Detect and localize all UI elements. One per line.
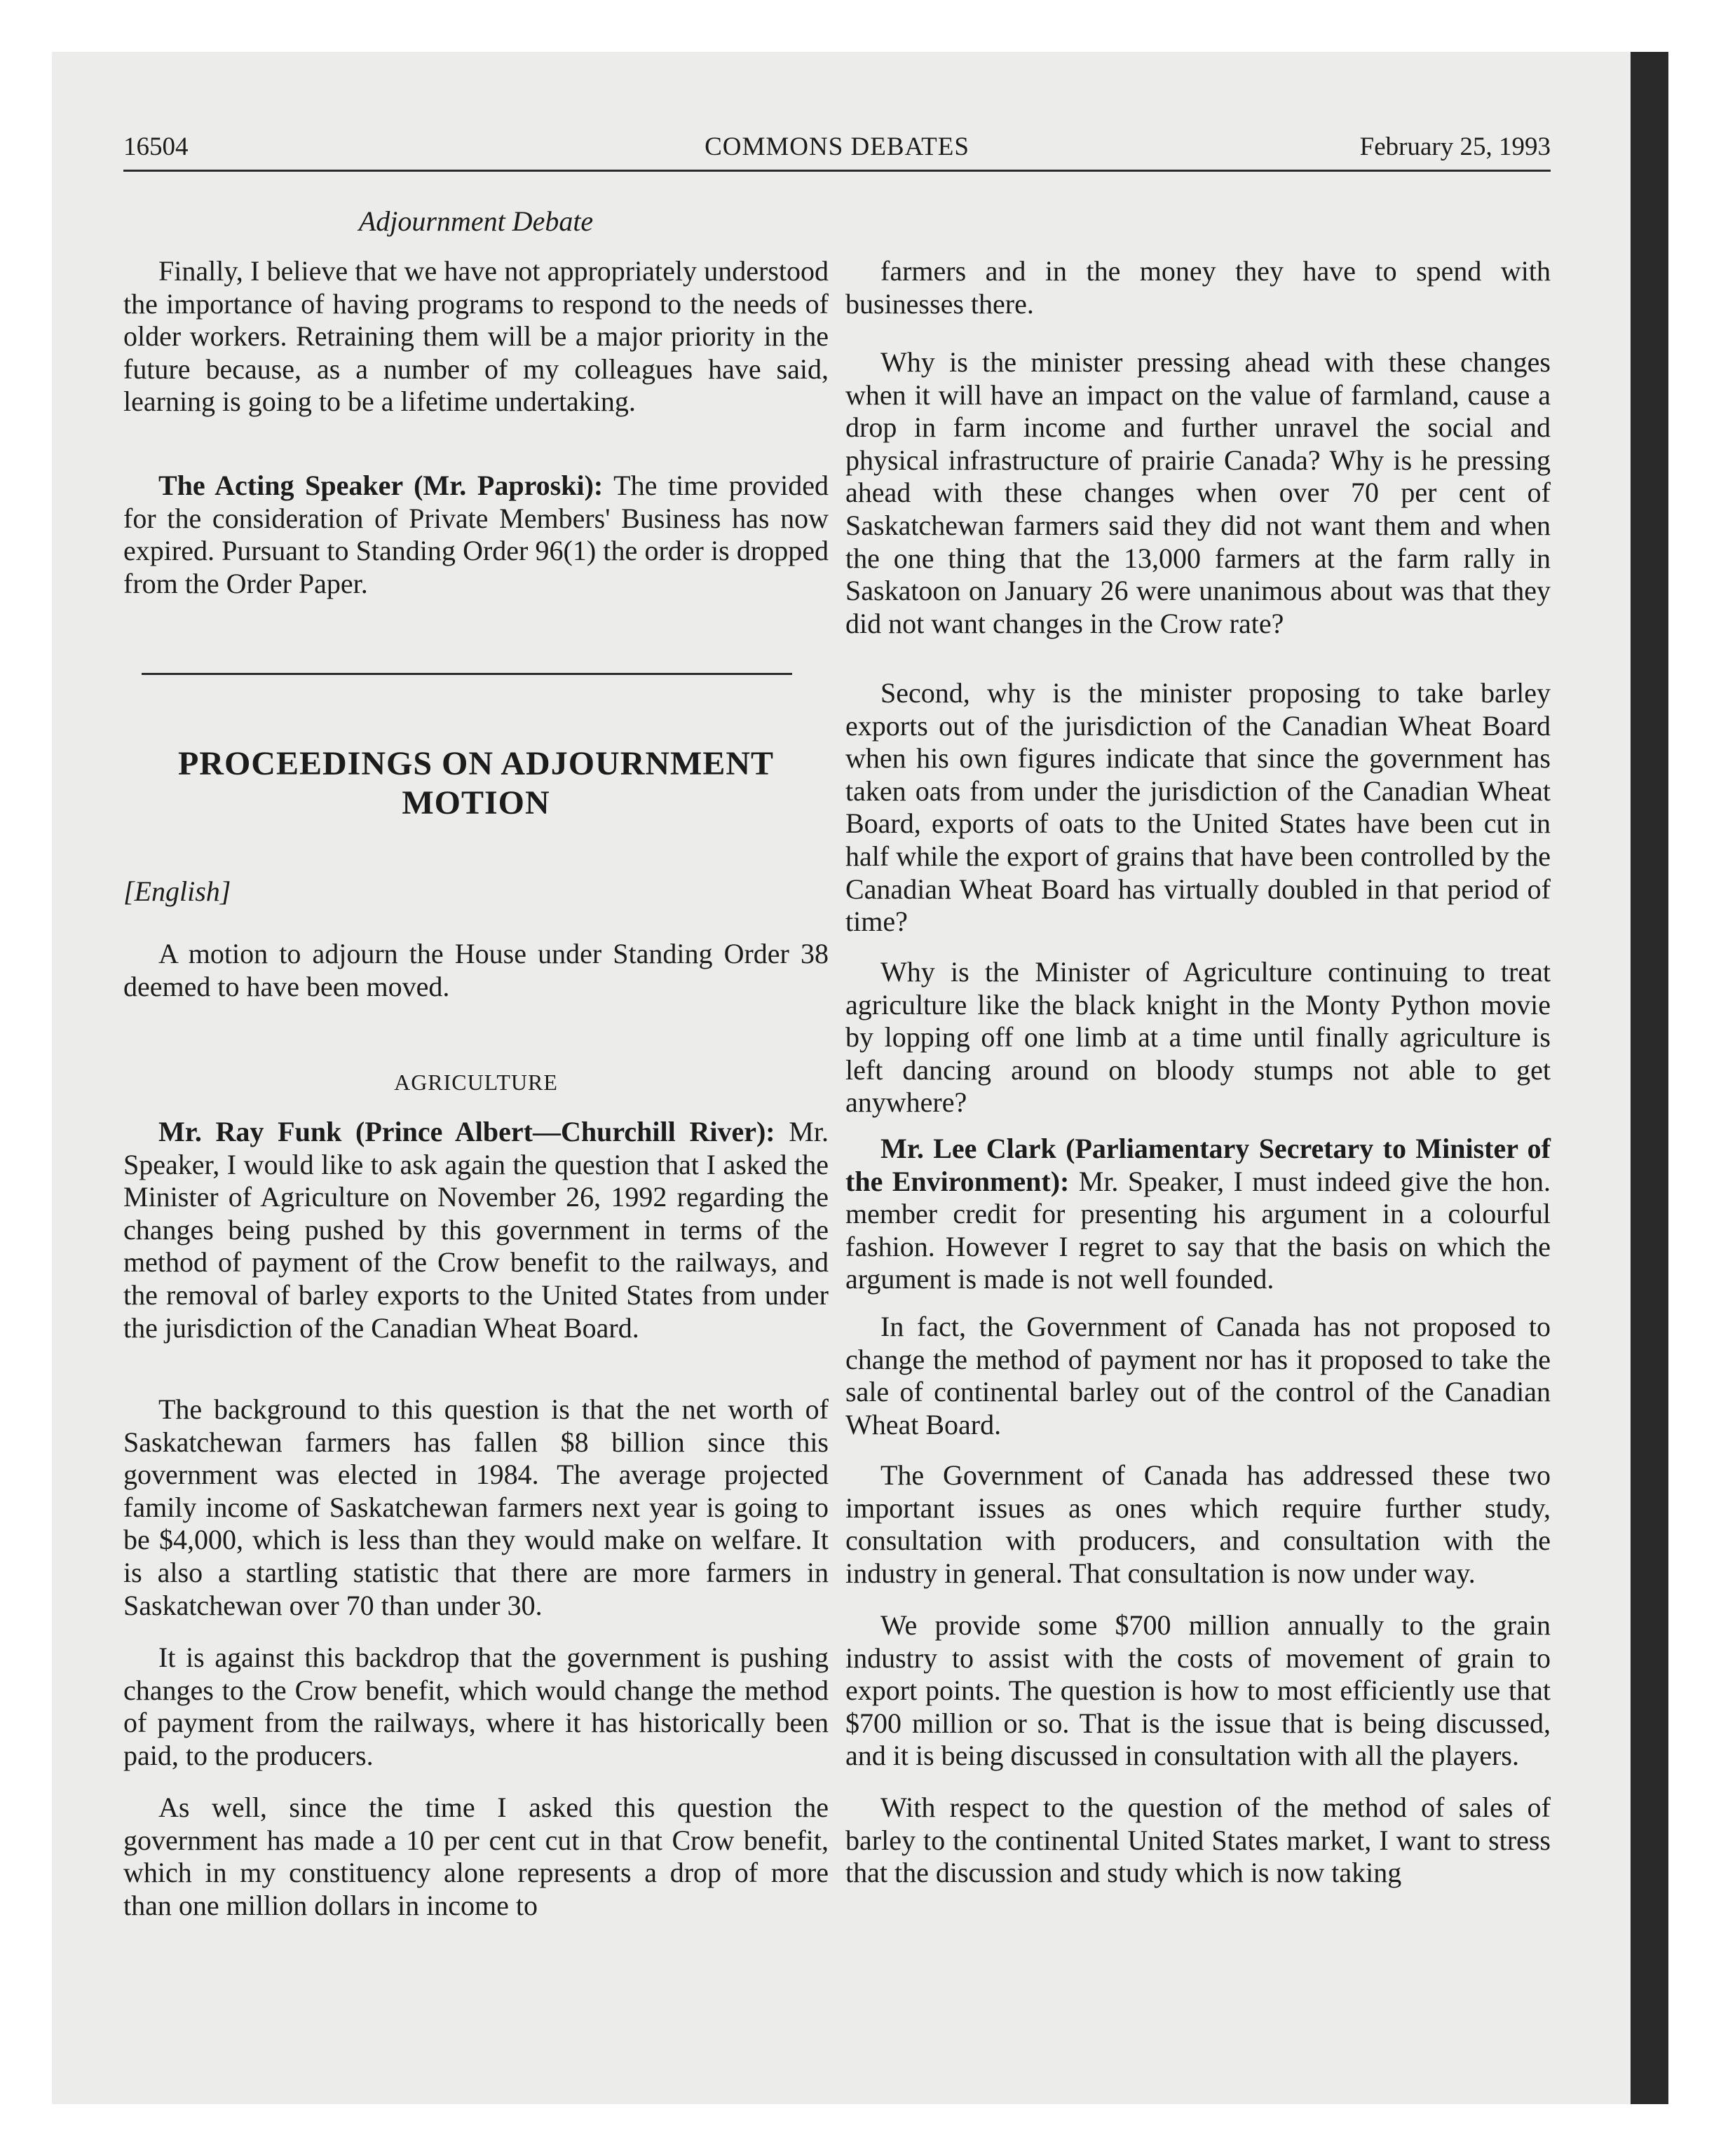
paragraph-text: Mr. Speaker, I must indeed give the hon. member credit for presenting his argument in a colourful fashion. However I regret to say that the basis on which the argument is made is not well founded.: [845, 1165, 1551, 1295]
paragraph-text: Mr. Speaker, I would like to ask again the question that I asked the Minister of Agriculture on November 26, 1992 regarding the changes being pushed by this government in terms of the method of payment of the Crow benefit to the railways, and the removal of barley exports to the United States from under the jurisdiction of the Canadian Wheat Board.: [123, 1116, 829, 1344]
paragraph: [123, 470, 829, 600]
paragraph: In fact, the Government of Canada has not proposed to change the method of payment nor has it proposed to take the sale of continental barley out of the control of the Canadian Wheat Board.: [845, 1311, 1551, 1440]
speaker-name: Mr. Ray Funk (Prince Albert—Churchill River):: [158, 1116, 775, 1147]
paragraph: Why is the minister pressing ahead with these changes when it will have an impact on the value of farmland, cause a drop in farm income and further unravel the social and physical infrastructure of prairie Canada? Why is he pressing ahead with these changes when over 70 per cent of Saskatchewan farmers said they did not want them and when the one thing that the 13,000 farmers at the farm rally in Saskatoon on January 26 were unanimous about was that they did not want changes in the Crow rate?: [845, 346, 1551, 639]
page-number: 16504: [123, 132, 189, 161]
paragraph: The background to this question is that the net worth of Saskatchewan farmers has fallen $8 billion since this government was elected in 1984. The average projected family income of Saskatchewan farmers next year is going to be $4,000, which is less than they would make on welfare. It is also a startling statistic that there are more farmers in Saskatchewan over 70 than under 30.: [123, 1393, 829, 1621]
section-heading: PROCEEDINGS ON ADJOURNMENT MOTION: [177, 745, 775, 821]
paragraph: We provide some $700 million annually to the grain industry to assist with the costs of movement of grain to export points. The question is how to most efficiently use that $700 million or so. That is the issue that is being discussed, and it is being discussed in consultation with all the players.: [845, 1609, 1551, 1772]
paragraph: It is against this backdrop that the government is pushing changes to the Crow benefit, which would change the method of payment from the railways, where it has historically been paid, to the producers.: [123, 1642, 829, 1771]
paragraph: Second, why is the minister proposing to take barley exports out of the jurisdiction of the Canadian Wheat Board when his own figures indicate that since the government has taken oats from under the jurisdiction of the Canadian Wheat Board, exports of oats to the United States have been cut in half while the export of grains that have been controlled by the Canadian Wheat Board has virtually doubled in that period of time?: [845, 677, 1551, 938]
speaker-name: The Acting Speaker (Mr. Paproski):: [158, 470, 604, 501]
journal-title: COMMONS DEBATES: [705, 132, 969, 161]
section-label: Adjournment Debate: [358, 205, 594, 237]
paragraph-text: The time provided for the consideration of Private Members' Business has now expired. Pursuant to Standing Order 96(1) the order is dropped from the Order Paper.: [123, 470, 829, 599]
paragraph: With respect to the question of the method of sales of barley to the continental United States market, I want to stress that the discussion and study which is now taking: [845, 1792, 1551, 1889]
paragraph: Finally, I believe that we have not appropriately understood the importance of having programs to respond to the needs of older workers. Retraining them will be a major priority in the future because, as a number of my colleagues have said, learning is going to be a lifetime undertaking.: [123, 255, 829, 418]
paragraph: A motion to adjourn the House under Standing Order 38 deemed to have been moved.: [123, 938, 829, 1002]
paragraph: [123, 1116, 829, 1344]
paragraph: Why is the Minister of Agriculture continuing to treat agriculture like the black knight in the Monty Python movie by lopping off one limb at a time until finally agriculture is left dancing around on bloody stumps not able to get anywhere?: [845, 956, 1551, 1119]
page-header: [123, 128, 1551, 172]
paragraph: farmers and in the money they have to spend with businesses there.: [845, 255, 1551, 320]
publication-date: February 25, 1993: [1359, 132, 1551, 161]
scan-edge-shadow: [1631, 52, 1668, 2104]
paragraph: As well, since the time I asked this question the government has made a 10 per cent cut in that Crow benefit, which in my constituency alone represents a drop of more than one million dollars in income to: [123, 1792, 829, 1921]
paragraph: [845, 1133, 1551, 1296]
subject-heading: AGRICULTURE: [394, 1070, 558, 1095]
paragraph: The Government of Canada has addressed these two important issues as ones which require further study, consultation with producers, and consultation with the industry in general. That consultation is now under way.: [845, 1459, 1551, 1589]
section-divider: [142, 673, 792, 675]
speaker-name: Mr. Lee Clark (Parliamentary Secretary to Minister of the Environment):: [845, 1133, 1551, 1197]
language-tag: [English]: [123, 875, 231, 907]
